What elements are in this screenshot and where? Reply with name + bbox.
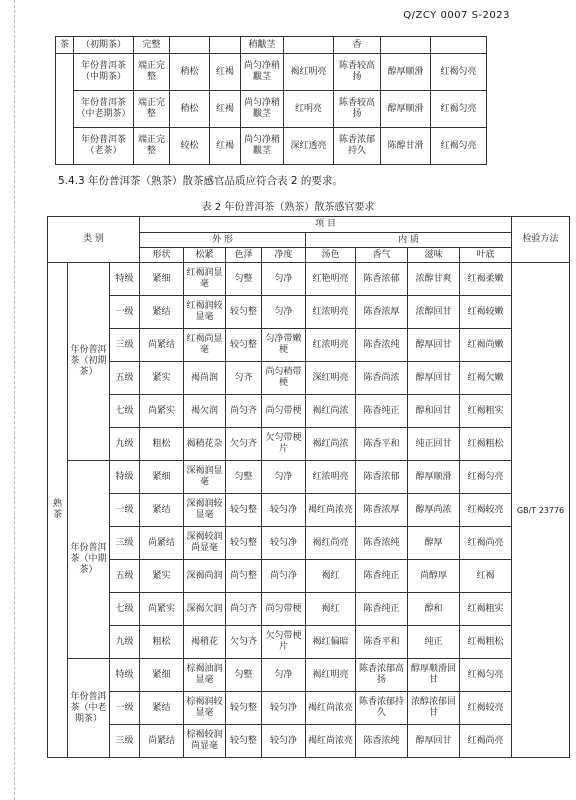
group-name-cell: 年份普洱茶（中期茶） [68, 461, 110, 659]
table-cell: 陈香浓厚 [356, 296, 408, 329]
table-cell: 紧细 [140, 659, 184, 692]
table-row [56, 37, 487, 54]
table-row [48, 659, 570, 692]
table-cell: 陈香浓厚 [356, 494, 408, 527]
table-cell: 尚紧实 [140, 593, 184, 626]
table-cell: 陈香纯正 [356, 560, 408, 593]
grade-cell: 一级 [110, 692, 140, 725]
table-row [56, 128, 487, 165]
category-cell: 熟茶 [48, 263, 68, 758]
table-cell: 尚匀净稍黻茎 [241, 54, 284, 91]
table-row [48, 494, 570, 527]
table-1-continued [55, 36, 487, 165]
table-cell: 醇厚顺滑 [381, 91, 431, 128]
table-cell: 陈香浓纯 [356, 527, 408, 560]
table-cell: 年份普洱茶（中老期茶） [74, 91, 134, 128]
grade-cell: 五级 [110, 560, 140, 593]
table-cell: 红褐匀亮 [460, 461, 512, 494]
table-header-row [48, 217, 570, 233]
table-cell [170, 37, 210, 54]
table-cell: 红褐尚亮 [460, 725, 512, 758]
grade-cell: 五级 [110, 362, 140, 395]
table-cell: 尚紧实 [140, 395, 184, 428]
table-cell: 醇厚顺滑 [381, 54, 431, 91]
test-method-cell: GB/T 23776 [512, 263, 570, 758]
table-cell: 褐稍花杂 [184, 428, 226, 461]
table-cell: 陈香纯正 [356, 593, 408, 626]
col-header: 净度 [262, 248, 306, 263]
table-cell: 匀整 [226, 263, 262, 296]
table-cell: 较匀整 [226, 527, 262, 560]
table-cell: 醇和 [408, 593, 460, 626]
table-cell [284, 37, 334, 54]
table-cell: 褐红 [306, 593, 356, 626]
table-cell: 红褐粗松 [460, 626, 512, 659]
table-cell: 紧实 [140, 362, 184, 395]
header-interior: 内 质 [306, 233, 512, 248]
table-cell: 尚匀带梗 [262, 395, 306, 428]
table-cell: 陈香浓郁 [356, 263, 408, 296]
table-cell: 紧细 [140, 461, 184, 494]
table-cell: 褐红明亮 [306, 659, 356, 692]
table-cell: 纯正 [408, 626, 460, 659]
table-row [48, 593, 570, 626]
table-cell: 棕褐润较显毫 [184, 692, 226, 725]
header-test-method: 检验方法 [512, 217, 570, 263]
table-row [48, 461, 570, 494]
grade-cell: 一级 [110, 494, 140, 527]
table-cell: 较松 [170, 128, 210, 165]
table-cell: 欠匀齐 [226, 626, 262, 659]
header-exterior: 外 形 [140, 233, 306, 248]
table-cell: 欠匀带梗片 [262, 428, 306, 461]
grade-cell: 三级 [110, 725, 140, 758]
table-cell: 尚匀稍带梗 [262, 362, 306, 395]
col-header: 色泽 [226, 248, 262, 263]
table-cell: （初期茶） [74, 37, 134, 54]
table-cell: 较匀整 [226, 296, 262, 329]
table-cell: 褐红尚浓 [306, 428, 356, 461]
table-cell: 较匀净 [262, 494, 306, 527]
table-cell: 尚匀带梗 [262, 593, 306, 626]
grade-cell: 七级 [110, 395, 140, 428]
table-cell: 陈香平和 [356, 428, 408, 461]
table-row [48, 428, 570, 461]
table-cell: 尚匀净 [262, 560, 306, 593]
table-cell: 红褐尚显毫 [184, 329, 226, 362]
table-cell: 褐欠润 [184, 395, 226, 428]
table-cell: 欠匀齐 [226, 428, 262, 461]
table-cell: 欠匀带梗片 [262, 626, 306, 659]
table-cell: 匀齐 [226, 362, 262, 395]
table-cell: 红褐 [210, 91, 241, 128]
grade-cell: 三级 [110, 527, 140, 560]
table-cell: 完整 [134, 37, 170, 54]
table-cell: 深红透亮 [284, 128, 334, 165]
table-row [56, 54, 487, 91]
table-cell: 红褐粗实 [460, 593, 512, 626]
grade-cell: 三级 [110, 329, 140, 362]
table-row [48, 263, 570, 296]
table-row [48, 296, 570, 329]
table-cell: 红褐较亮 [460, 692, 512, 725]
table-cell [381, 37, 431, 54]
table-cell [210, 37, 241, 54]
table-cell: 稍黻茎 [241, 37, 284, 54]
grade-cell: 九级 [110, 626, 140, 659]
col-header: 香气 [356, 248, 408, 263]
table-cell: 褐红尚浓 [306, 395, 356, 428]
table-cell: 匀净 [262, 296, 306, 329]
table-cell: 醇厚顺滑回甘 [408, 659, 460, 692]
table-row [48, 395, 570, 428]
table-cell: 匀净 [262, 659, 306, 692]
table-cell: 褐红尚浓亮 [306, 725, 356, 758]
table-2-sensory-requirements [47, 216, 570, 758]
table-cell: 深褐较润尚显毫 [184, 527, 226, 560]
binding-margin-line [14, 0, 15, 800]
table-cell: 较匀整 [226, 692, 262, 725]
table-cell: 陈香较高扬 [334, 91, 381, 128]
table-cell: 陈香浓纯 [356, 329, 408, 362]
table-cell: 陈香浓郁持久 [334, 128, 381, 165]
table-cell: 紧结 [140, 692, 184, 725]
table-cell: 陈香较高扬 [334, 54, 381, 91]
col-header: 叶底 [460, 248, 512, 263]
table-cell: 较匀净 [262, 692, 306, 725]
table-cell: 匀净 [262, 461, 306, 494]
table-row [56, 91, 487, 128]
table-cell: 年份普洱茶（中期茶） [74, 54, 134, 91]
table-cell: 褐红明亮 [284, 54, 334, 91]
table-cell: 红浓明亮 [306, 296, 356, 329]
table-cell: 醇厚回甘 [408, 362, 460, 395]
table-cell: 红褐粗实 [460, 395, 512, 428]
table-cell: 稍松 [170, 54, 210, 91]
table-2-caption: 表 2 年份普洱茶（熟茶）散茶感官要求 [201, 202, 375, 213]
table-cell: 香 [334, 37, 381, 54]
table-cell: 红褐润显毫 [184, 263, 226, 296]
grade-cell: 特级 [110, 461, 140, 494]
grade-cell: 特级 [110, 659, 140, 692]
table-cell: 红明亮 [284, 91, 334, 128]
table-cell: 醇厚回甘 [408, 329, 460, 362]
table-cell: 红褐柔嫩 [460, 263, 512, 296]
table-cell: 紧结 [140, 494, 184, 527]
table-cell: 醇厚顺滑 [408, 461, 460, 494]
col-header: 形状 [140, 248, 184, 263]
table-cell: 紧实 [140, 560, 184, 593]
table-cell: 醇厚 [408, 527, 460, 560]
table-cell: 红褐匀亮 [460, 659, 512, 692]
table-cell: 匀整 [226, 659, 262, 692]
table-cell: 紧结 [140, 296, 184, 329]
table-cell: 较匀整 [226, 725, 262, 758]
table-cell: 红褐欠嫩 [460, 362, 512, 395]
table-cell: 较匀净 [262, 527, 306, 560]
table-cell: 陈香浓郁持久 [356, 692, 408, 725]
table-cell [431, 37, 487, 54]
table-cell: 尚紧结 [140, 329, 184, 362]
table-cell: 深红明亮 [306, 362, 356, 395]
table-cell: 匀整 [226, 461, 262, 494]
table-cell: 尚紧结 [140, 527, 184, 560]
table-cell: 红褐较亮 [460, 494, 512, 527]
table-cell: 褐红 [306, 560, 356, 593]
table-cell: 茶 [56, 37, 74, 54]
table-cell: 红艳明亮 [306, 263, 356, 296]
table-cell: 红褐尚亮 [460, 527, 512, 560]
table-cell: 醇厚尚浓 [408, 494, 460, 527]
table-cell: 端正完整 [134, 91, 170, 128]
table-cell: 浓醇浓郁回甘 [408, 692, 460, 725]
table-cell: 深褐润显毫 [184, 461, 226, 494]
grade-cell: 七级 [110, 593, 140, 626]
table-cell: 纯正回甘 [408, 428, 460, 461]
table-cell: 尚匀齐 [226, 593, 262, 626]
table-cell: 褐尚润 [184, 362, 226, 395]
grade-cell: 一级 [110, 296, 140, 329]
table-cell: 匀净带嫩梗 [262, 329, 306, 362]
table-cell [56, 54, 74, 165]
table-cell: 端正完整 [134, 54, 170, 91]
table-row [48, 527, 570, 560]
table-cell: 褐红偏暗 [306, 626, 356, 659]
table-cell: 年份普洱茶（老茶） [74, 128, 134, 165]
table-cell: 粗松 [140, 428, 184, 461]
table-cell: 深褐尚润 [184, 560, 226, 593]
col-header: 松紧 [184, 248, 226, 263]
table-cell: 较匀净 [262, 725, 306, 758]
table-cell: 红褐尚嫩 [460, 329, 512, 362]
table-cell: 红褐粗松 [460, 428, 512, 461]
table-cell: 红褐匀亮 [431, 128, 487, 165]
table-cell: 浓醇甘爽 [408, 263, 460, 296]
table-cell: 陈香尚浓 [356, 362, 408, 395]
table-cell: 尚匀净稍黻茎 [241, 91, 284, 128]
header-items: 项 目 [140, 217, 512, 233]
table-cell: 陈香浓纯 [356, 725, 408, 758]
table-cell: 褐红尚亮 [306, 527, 356, 560]
table-cell: 红褐 [210, 128, 241, 165]
table-cell: 端正完整 [134, 128, 170, 165]
table-cell: 红浓明亮 [306, 461, 356, 494]
table-cell: 陈香浓郁高扬 [356, 659, 408, 692]
group-name-cell: 年份普洱茶（中老期茶） [68, 659, 110, 758]
table-cell: 稍松 [170, 91, 210, 128]
grade-cell: 九级 [110, 428, 140, 461]
table-cell: 粗松 [140, 626, 184, 659]
group-name-cell: 年份普洱茶（初期茶） [68, 263, 110, 461]
table-cell: 红褐匀亮 [431, 91, 487, 128]
table-cell: 浓醇回甘 [408, 296, 460, 329]
table-cell: 陈香平和 [356, 626, 408, 659]
table-cell: 尚紧结 [140, 725, 184, 758]
table-row [48, 725, 570, 758]
table-cell: 褐稍花 [184, 626, 226, 659]
col-header: 滋味 [408, 248, 460, 263]
table-row [48, 692, 570, 725]
section-5-4-3-text: 5.4.3 年份普洱茶（熟茶）散茶感官品质应符合表 2 的要求。 [58, 175, 343, 187]
table-cell: 陈香纯正 [356, 395, 408, 428]
table-cell: 较匀整 [226, 494, 262, 527]
header-category: 类 别 [48, 217, 140, 263]
grade-cell: 特级 [110, 263, 140, 296]
table-cell: 棕褐油润显毫 [184, 659, 226, 692]
table-cell: 尚匀齐 [226, 395, 262, 428]
table-cell: 紧细 [140, 263, 184, 296]
table-cell: 红褐匀亮 [431, 54, 487, 91]
table-cell: 尚醇厚 [408, 560, 460, 593]
table-cell: 棕褐较润尚显毫 [184, 725, 226, 758]
table-cell: 红褐 [210, 54, 241, 91]
table-cell: 匀净 [262, 263, 306, 296]
col-header: 汤色 [306, 248, 356, 263]
table-row [48, 626, 570, 659]
table-cell: 深褐欠润 [184, 593, 226, 626]
table-cell: 尚匀净稍黻茎 [241, 128, 284, 165]
document-number: Q/ZCY 0007 S-2023 [403, 10, 510, 21]
table-row [48, 329, 570, 362]
table-row [48, 560, 570, 593]
table-cell: 陈香浓郁 [356, 461, 408, 494]
table-cell: 红浓明亮 [306, 329, 356, 362]
table-cell: 醇和回甘 [408, 395, 460, 428]
table-cell: 尚匀整 [226, 560, 262, 593]
table-cell: 深褐润较显毫 [184, 494, 226, 527]
table-cell: 红褐较嫩 [460, 296, 512, 329]
table-cell: 醇厚回甘 [408, 725, 460, 758]
table-cell: 褐红尚浓亮 [306, 692, 356, 725]
table-cell: 陈醇甘滑 [381, 128, 431, 165]
table-cell: 褐红尚浓亮 [306, 494, 356, 527]
table-cell: 较匀整 [226, 329, 262, 362]
table-row [48, 362, 570, 395]
table-cell: 红褐润较显毫 [184, 296, 226, 329]
table-cell: 红褐 [460, 560, 512, 593]
